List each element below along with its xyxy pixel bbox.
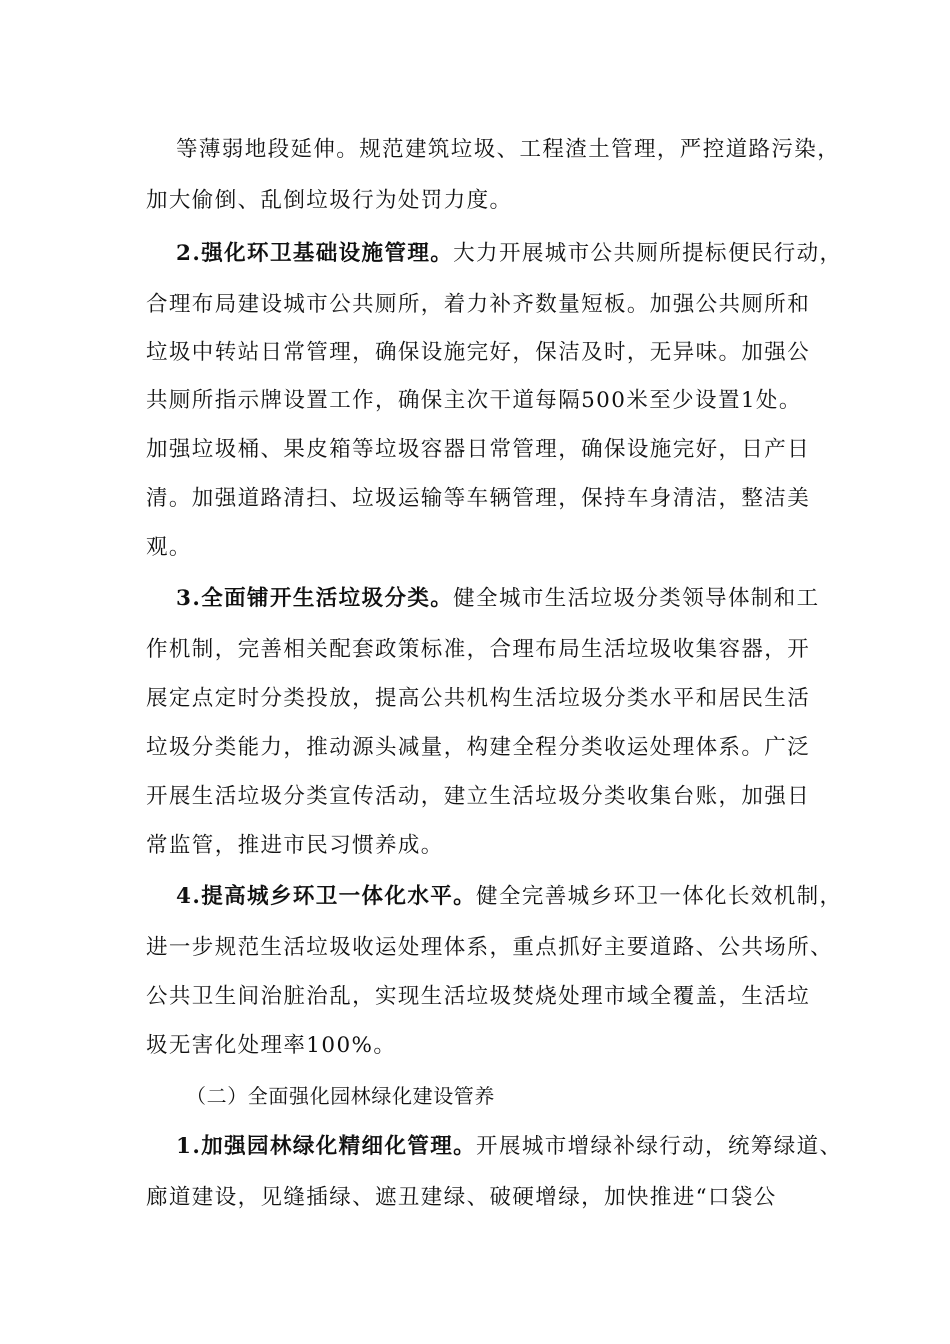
paragraph-line: 进一步规范生活垃圾收运处理体系，重点抓好主要道路、公共场所、	[146, 935, 834, 960]
section-lead: 3.全面铺开生活垃圾分类。	[176, 586, 454, 611]
paragraph-line: 常监管，推进市民习惯养成。	[146, 833, 444, 858]
paragraph-line: 合理布局建设城市公共厕所，着力补齐数量短板。加强公共厕所和	[146, 292, 811, 317]
paragraph-heading-line	[176, 1132, 842, 1162]
section-lead: 2.强化环卫基础设施管理。	[176, 241, 454, 266]
paragraph-heading-line	[176, 239, 842, 269]
paragraph-line: 清。加强道路清扫、垃圾运输等车辆管理，保持车身清洁，整洁美	[146, 486, 811, 511]
paragraph-heading-line	[176, 882, 842, 912]
paragraph-text: 开展城市增绿补绿行动，统筹绿道、	[476, 1134, 843, 1159]
paragraph-text: 健全城市生活垃圾分类领导体制和工	[453, 586, 820, 611]
section-lead: 4.提高城乡环卫一体化水平。	[176, 884, 477, 909]
sub-section-heading: （二）全面强化园林绿化建设管养	[186, 1084, 495, 1108]
paragraph-text: 健全完善城乡环卫一体化长效机制，	[476, 884, 843, 909]
paragraph-line: 共厕所指示牌设置工作，确保主次干道每隔500米至少设置1处。	[146, 388, 802, 413]
paragraph-line: 加强垃圾桶、果皮箱等垃圾容器日常管理，确保设施完好，日产日	[146, 437, 811, 462]
paragraph-line: 作机制，完善相关配套政策标准，合理布局生活垃圾收集容器，开	[146, 637, 811, 662]
paragraph-line: 垃圾中转站日常管理，确保设施完好，保洁及时，无异味。加强公	[146, 340, 811, 365]
paragraph-line: 展定点定时分类投放，提高公共机构生活垃圾分类水平和居民生活	[146, 686, 811, 711]
paragraph-line: 等薄弱地段延伸。规范建筑垃圾、工程渣土管理，严控道路污染，	[176, 137, 841, 162]
paragraph-line: 垃圾分类能力，推动源头减量，构建全程分类收运处理体系。广泛	[146, 735, 811, 760]
paragraph-heading-line	[176, 584, 820, 614]
paragraph-line: 公共卫生间治脏治乱，实现生活垃圾焚烧处理市域全覆盖，生活垃	[146, 984, 811, 1009]
paragraph-line: 加大偷倒、乱倒垃圾行为处罚力度。	[146, 188, 513, 213]
section-lead: 1.加强园林绿化精细化管理。	[176, 1134, 477, 1159]
paragraph-line: 观。	[146, 535, 192, 560]
paragraph-line: 廊道建设，见缝插绿、遮丑建绿、破硬增绿，加快推进“口袋公	[146, 1185, 777, 1210]
paragraph-line: 圾无害化处理率100%。	[146, 1033, 397, 1058]
paragraph-text: 大力开展城市公共厕所提标便民行动，	[453, 241, 843, 266]
paragraph-line: 开展生活垃圾分类宣传活动，建立生活垃圾分类收集台账，加强日	[146, 784, 811, 809]
